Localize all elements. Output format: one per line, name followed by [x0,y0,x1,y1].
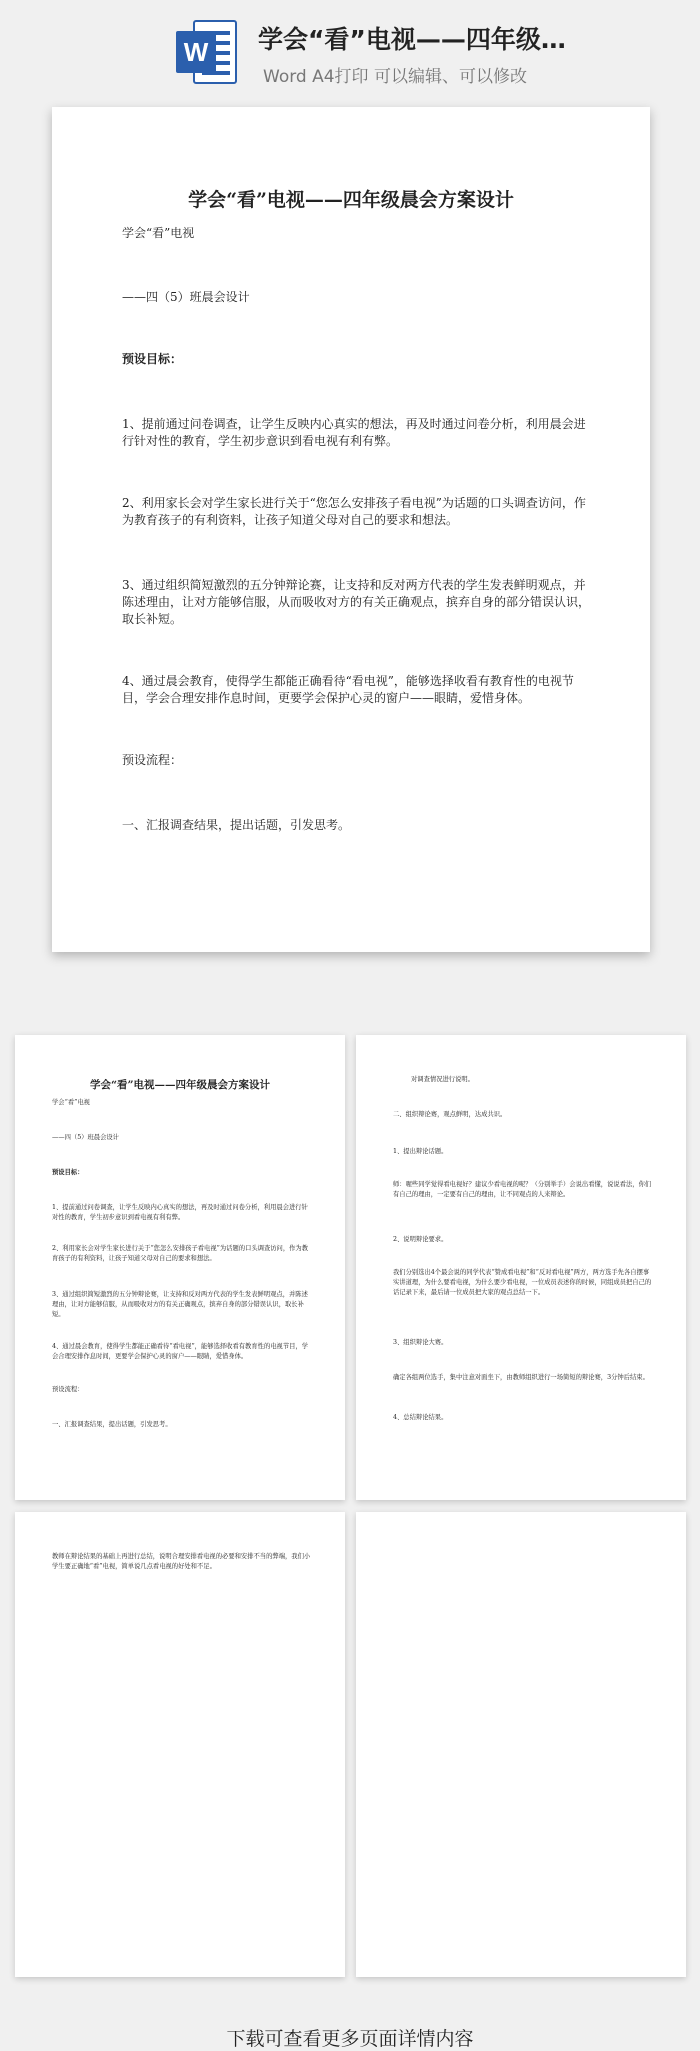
thumb-process-heading: 预设流程： [52,1386,84,1393]
svg-text:W: W [183,37,209,67]
p2-line-1: 对调查情况进行说明。 [411,1076,474,1083]
document-subhead: 学会“看”电视 [122,226,195,240]
thumbnail-page-2[interactable] [356,1035,686,1500]
thumbnail-page-1[interactable] [15,1035,345,1500]
goal-3: 3、通过组织简短激烈的五分钟辩论赛，让支持和反对两方代表的学生发表鲜明观点，并陈述理由，让对方能够信服，从而吸收对方的有关正确观点，摈弃自身的部分错误认识，取长补短。 [122,578,591,626]
thumbnail-page-4[interactable] [356,1512,686,1977]
thumb-goal-3: 3、通过组织简短激烈的五分钟辩论赛，让支持和反对两方代表的学生发表鲜明观点，并陈述理由，让对方能够信服，从而吸收对方的有关正确观点，摈弃自身的部分错误认识，取长补短。 [52,1291,308,1318]
thumb-document-title: 学会“看”电视——四年级晨会方案设计 [89,1079,271,1091]
thumb-goal-1: 1、提前通过问卷调查，让学生反映内心真实的想法，再及时通过问卷分析，利用晨会进行针对性的教育，学生初步意识到看电视有利有弊。 [52,1204,308,1221]
document-page-large [52,107,650,952]
word-document-icon [176,19,238,85]
p2-line-3: 1、提出辩论话题。 [393,1148,448,1155]
p3-line-1: 教师在辩论结果的基础上再进行总结，说明合理安排看电视的必要和安排不当的弊端，我们小学生要正确地“看”电视，简单说几点看电视的好处和不足。 [52,1553,311,1570]
process-heading: 预设流程： [122,753,183,767]
thumbnail-page-3[interactable] [15,1512,345,1977]
goal-2: 2、利用家长会对学生家长进行关于“您怎么安排孩子看电视”为话题的口头调查访问，作为教育孩子的有利资料，让孩子知道父母对自己的要求和想法。 [122,496,586,527]
goals-heading: 预设目标： [122,352,183,366]
p2-line-5: 2、说明辩论要求。 [393,1236,448,1243]
thumb-subhead: 学会“看”电视 [52,1099,90,1106]
p2-line-8: 确定各组两位选手，集中注意对面坐下，由教师组织进行一场简短的辩论赛，3分钟后结束。 [393,1374,649,1381]
step-1: 一、汇报调查结果，提出话题，引发思考。 [122,818,351,832]
goal-4: 4、通过晨会教育，使得学生都能正确看待“看电视”，能够选择收看有教育性的电视节目，学会合理安排作息时间，更要学会保护心灵的窗户——眼睛，爱惜身体。 [122,674,574,705]
page-subtitle: Word A4打印 可以编辑、可以修改 [263,67,527,87]
p2-line-4: 师：喔些同学觉得看电视好？建议少看电视的呢？（分别举手）会说出看懂，说说看法，你们有自己的理由，一定要有自己的理由，让不同观点的人来辩论。 [393,1181,652,1198]
thumb-class-line: ——四（5）班晨会设计 [52,1134,119,1141]
page-title: 学会“看”电视——四年级… [258,25,566,54]
p2-line-2: 二、组织辩论赛，观点鲜明，达成共识。 [393,1111,507,1118]
thumb-goal-4: 4、通过晨会教育，使得学生都能正确看待“看电视”，能够选择收看有教育性的电视节目，学会合理安排作息时间，更要学会保护心灵的窗户——眼睛，爱惜身体。 [52,1343,309,1360]
header [0,0,700,95]
p2-line-9: 4、总结辩论结果。 [393,1414,448,1421]
thumb-step-1: 一、汇报调查结果，提出话题，引发思考。 [52,1421,172,1428]
class-line: ——四（5）班晨会设计 [122,290,250,304]
p2-line-7: 3、组织辩论大赛。 [393,1339,448,1346]
document-title: 学会“看”电视——四年级晨会方案设计 [188,189,514,211]
goal-1: 1、提前通过问卷调查，让学生反映内心真实的想法，再及时通过问卷分析，利用晨会进行针对性的教育，学生初步意识到看电视有利有弊。 [122,417,586,448]
p2-line-6: 我们分别选出4个最会说的同学代表“赞成看电视”和“反对看电视”两方，两方选手先各自摆事实讲道理，为什么要看电视，为什么要少看电视，一位成员表述你的时候，同组成员把自己的话记录下来，最后请一位成员把大家的观点总结一下。 [393,1269,652,1296]
footer-download-hint[interactable]: 下载可查看更多页面详情内容 [226,2028,474,2050]
thumb-goal-2: 2、利用家长会对学生家长进行关于“您怎么安排孩子看电视”为话题的口头调查访问，作为教育孩子的有利资料，让孩子知道父母对自己的要求和想法。 [52,1245,309,1262]
thumb-goals-heading: 预设目标： [52,1169,84,1176]
